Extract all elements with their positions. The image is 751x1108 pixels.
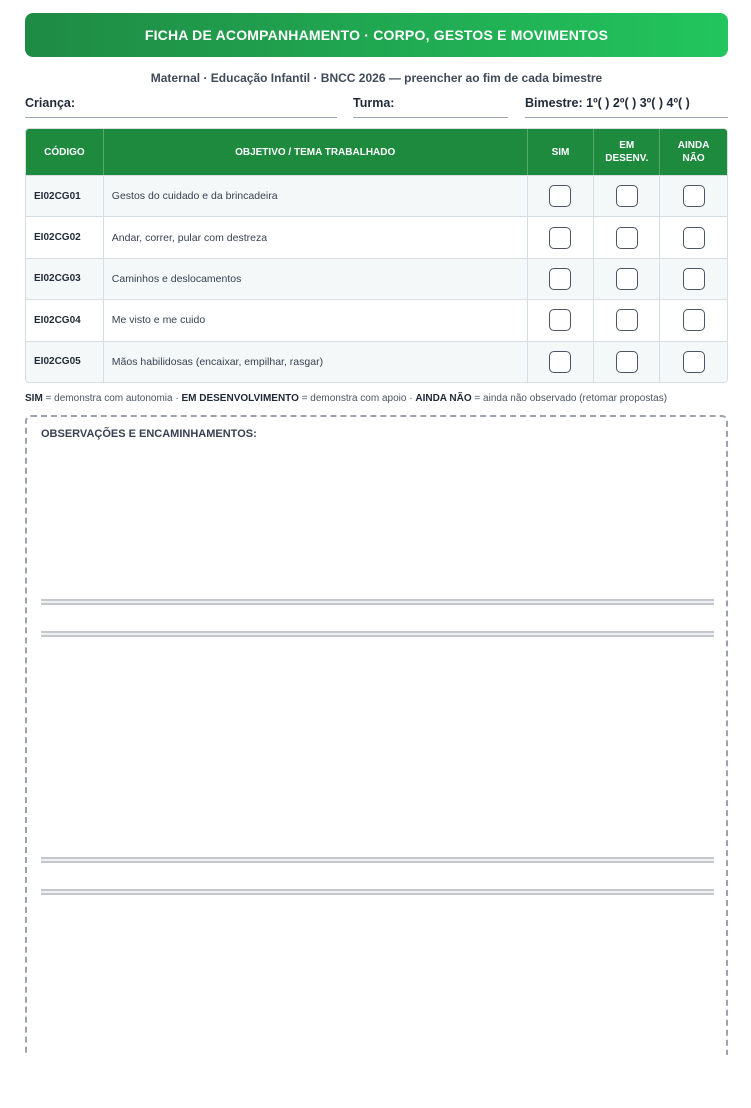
legend-ainda-label: AINDA NÃO [415, 393, 472, 404]
observations-box[interactable] [25, 415, 728, 1055]
sim-cell [528, 259, 595, 299]
ainda-nao-cell [660, 176, 727, 216]
header-em-desenv-line2: DESENV. [605, 153, 649, 164]
ainda-nao-cell [660, 259, 727, 299]
ainda-nao-checkbox[interactable] [683, 227, 705, 249]
header-ainda-nao [660, 129, 727, 175]
sim-checkbox[interactable] [549, 268, 571, 290]
ainda-nao-cell [660, 300, 727, 340]
sim-checkbox[interactable] [549, 309, 571, 331]
page-subtitle: Maternal · Educação Infantil · BNCC 2026 — preencher ao fim de cada bimestre [150, 71, 603, 85]
crianca-field[interactable] [25, 96, 337, 118]
ainda-nao-checkbox[interactable] [683, 351, 705, 373]
header-ainda-nao-line1: AINDA [677, 140, 710, 151]
row-objective: Andar, correr, pular com destreza [104, 217, 528, 257]
bimestre-field[interactable] [525, 96, 728, 118]
header-em-desenv [594, 129, 660, 175]
header-sim: SIM [528, 129, 595, 175]
legend-em-label: EM DESENVOLVIMENTO [181, 393, 299, 404]
em-desenv-checkbox[interactable] [616, 185, 638, 207]
row-code: EI02CG03 [26, 259, 104, 299]
em-desenv-cell [594, 259, 660, 299]
bimestre-label: Bimestre: 1º( ) 2º( ) 3º( ) 4º( ) [525, 96, 690, 110]
row-objective: Gestos do cuidado e da brincadeira [104, 176, 528, 216]
writing-line [41, 857, 714, 864]
row-code: EI02CG04 [26, 300, 104, 340]
em-desenv-cell [594, 176, 660, 216]
legend-em-text: = demonstra com apoio · [298, 393, 416, 404]
em-desenv-cell [594, 342, 660, 382]
em-desenv-checkbox[interactable] [616, 351, 638, 373]
row-code: EI02CG02 [26, 217, 104, 257]
sim-cell [528, 342, 595, 382]
writing-line [41, 599, 714, 606]
em-desenv-checkbox[interactable] [616, 309, 638, 331]
crianca-label: Criança: [25, 96, 76, 110]
ainda-nao-cell [660, 217, 727, 257]
table-body [26, 175, 727, 382]
em-desenv-cell [594, 217, 660, 257]
ainda-nao-checkbox[interactable] [683, 185, 705, 207]
observations-title: OBSERVAÇÕES E ENCAMINHAMENTOS: [41, 428, 257, 440]
table-row [26, 341, 727, 382]
table-row [26, 258, 727, 299]
header-codigo: CÓDIGO [26, 129, 104, 175]
em-desenv-checkbox[interactable] [616, 227, 638, 249]
header-objetivo: OBJETIVO / TEMA TRABALHADO [104, 129, 528, 175]
objectives-table [25, 128, 728, 383]
row-objective: Me visto e me cuido [104, 300, 528, 340]
table-row [26, 175, 727, 216]
sim-checkbox[interactable] [549, 227, 571, 249]
header-em-desenv-line1: EM [619, 140, 635, 151]
page-title: FICHA DE ACOMPANHAMENTO · CORPO, GESTOS E MOVIMENTOS [144, 27, 609, 43]
turma-field[interactable] [353, 96, 508, 118]
em-desenv-checkbox[interactable] [616, 268, 638, 290]
writing-line [41, 631, 714, 638]
header-banner [25, 13, 728, 57]
ainda-nao-cell [660, 342, 727, 382]
legend [25, 393, 728, 404]
ainda-nao-checkbox[interactable] [683, 309, 705, 331]
legend-sim-label: SIM [25, 393, 43, 404]
table-header [26, 129, 727, 175]
legend-sim-text: = demonstra com autonomia · [42, 393, 182, 404]
sim-cell [528, 217, 595, 257]
legend-ainda-text: = ainda não observado (retomar propostas) [471, 393, 668, 404]
writing-line [41, 889, 714, 896]
turma-label: Turma: [353, 96, 395, 110]
table-row [26, 299, 727, 340]
sim-cell [528, 176, 595, 216]
em-desenv-cell [594, 300, 660, 340]
row-code: EI02CG05 [26, 342, 104, 382]
table-row [26, 216, 727, 257]
row-code: EI02CG01 [26, 176, 104, 216]
ainda-nao-checkbox[interactable] [683, 268, 705, 290]
sim-checkbox[interactable] [549, 351, 571, 373]
sim-checkbox[interactable] [549, 185, 571, 207]
row-objective: Caminhos e deslocamentos [104, 259, 528, 299]
row-objective: Mãos habilidosas (encaixar, empilhar, rasgar) [104, 342, 528, 382]
header-ainda-nao-line2: NÃO [682, 153, 705, 164]
sim-cell [528, 300, 595, 340]
